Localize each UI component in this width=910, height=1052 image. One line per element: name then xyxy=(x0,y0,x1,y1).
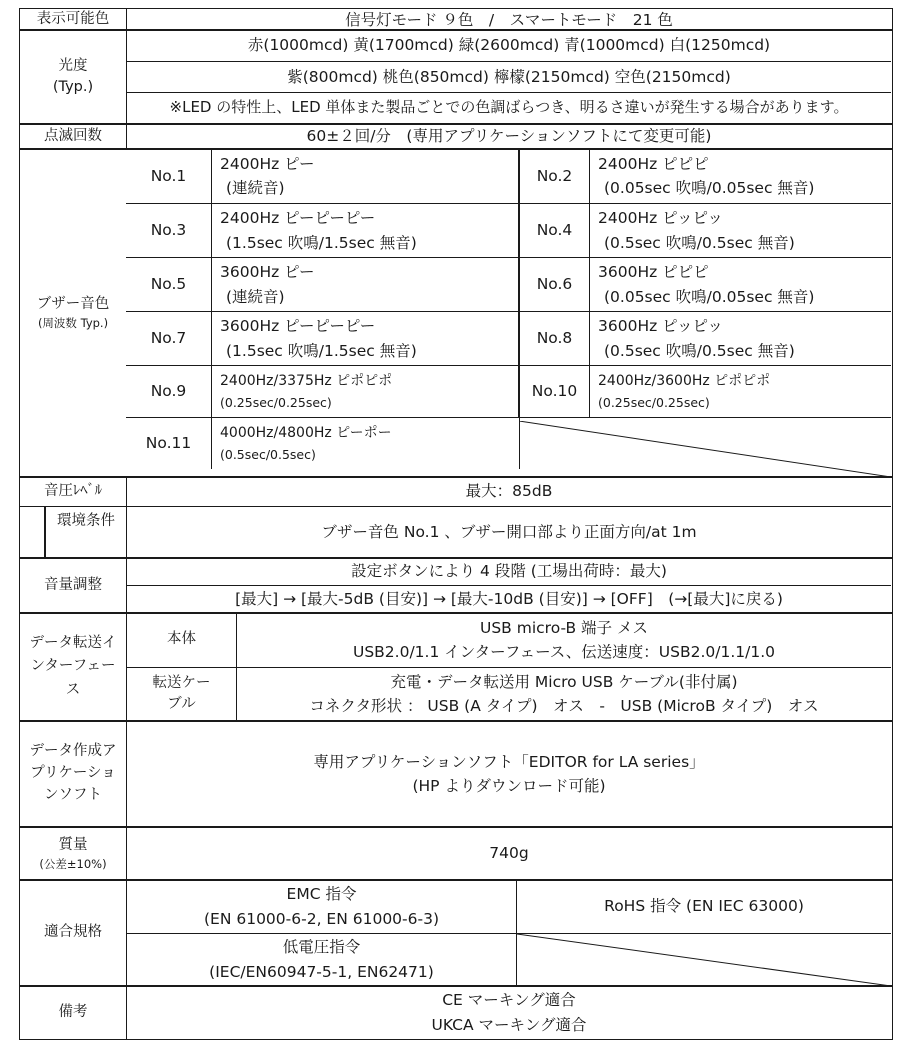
row-luminous xyxy=(19,29,893,125)
buzzer-no: No.3 xyxy=(126,203,211,257)
buzzer-column-divider xyxy=(518,149,520,417)
buzzer-no: No.11 xyxy=(126,417,211,469)
row-app xyxy=(19,720,893,828)
label-buzzer-main: ブザー音色 xyxy=(36,296,110,313)
label-remarks: 備考 xyxy=(58,1003,88,1020)
label-sound-pressure: 音圧ﾚﾍﾞﾙ xyxy=(44,482,102,499)
buzzer-tone: 3600Hz ピッピッ xyxy=(598,317,723,336)
label-interface-body: 本体 xyxy=(126,613,236,667)
label-display-colors: 表示可能色 xyxy=(36,11,110,27)
buzzer-description xyxy=(211,203,519,257)
row-standards xyxy=(19,879,893,987)
buzzer-description xyxy=(211,257,519,311)
luminous-line2: 紫(800mcd) 桃色(850mcd) 檸檬(2150mcd) 空色(2150mcd) xyxy=(126,61,891,92)
value-remarks-line1: CE マーキング適合 xyxy=(442,991,576,1010)
buzzer-pattern: (0.25sec/0.25sec) xyxy=(598,394,710,410)
interface-cable-line2: コネクタ形状 ： USB (A タイプ) オス - USB (MicroB タイプ) オス xyxy=(309,697,819,715)
label-app-text: データ作成アプリケーションソフト xyxy=(29,743,117,803)
buzzer-grid xyxy=(126,149,891,477)
label-interface-cable-text: 転送ケーブル xyxy=(152,674,211,712)
buzzer-no: No.7 xyxy=(126,311,211,365)
value-app-line1: 専用アプリケーションソフト「EDITOR for LA series」 xyxy=(313,752,705,771)
standards-low-voltage xyxy=(126,933,516,985)
label-flash: 点滅回数 xyxy=(44,127,102,144)
label-mass xyxy=(20,827,126,880)
row-buzzer xyxy=(19,148,893,478)
buzzer-tone: 2400Hz ピーピーピー xyxy=(220,209,376,228)
buzzer-description xyxy=(211,365,519,417)
label-standards: 適合規格 xyxy=(44,924,102,941)
label-luminous xyxy=(20,30,126,124)
buzzer-no: No.5 xyxy=(126,257,211,311)
row-remarks xyxy=(19,985,893,1040)
row-volume xyxy=(19,557,893,614)
interface-cable-line1: 充電・データ転送用 Micro USB ケーブル(非付属) xyxy=(390,672,738,691)
standards-emc-line1: EMC 指令 xyxy=(286,885,357,904)
buzzer-no: No.4 xyxy=(519,203,589,257)
value-environment: ブザー音色 No.1 、ブザー開口部より正面方向/at 1m xyxy=(126,506,891,557)
interface-body-line1: USB micro-B 端子 メス xyxy=(479,618,648,637)
buzzer-pattern: (0.5sec 吹鳴/0.5sec 無音) xyxy=(604,341,795,360)
buzzer-no: No.10 xyxy=(519,365,589,417)
row-interface xyxy=(19,612,893,722)
buzzer-tone: 2400Hz/3600Hz ピポピポ xyxy=(598,372,771,389)
buzzer-no: No.8 xyxy=(519,311,589,365)
row-display-colors xyxy=(19,8,893,31)
buzzer-pattern: (0.5sec 吹鳴/0.5sec 無音) xyxy=(604,233,795,252)
buzzer-tone: 2400Hz ピピピ xyxy=(598,154,709,173)
row-sound-pressure xyxy=(19,476,893,559)
buzzer-tone: 4000Hz/4800Hz ピーポー xyxy=(220,424,392,441)
value-remarks-line2: UKCA マーキング適合 xyxy=(431,1015,587,1034)
spec-table xyxy=(19,8,893,1032)
volume-line1: 設定ボタンにより 4 段階 (工場出荷時：最大) xyxy=(126,558,891,585)
label-app xyxy=(20,721,126,827)
buzzer-description xyxy=(211,311,519,365)
standards-emc xyxy=(126,880,516,933)
luminous-note: ※LED の特性上、LED 単体また製品ごとでの色調ばらつき、明るさ違いが発生する場合があります。 xyxy=(126,92,891,123)
buzzer-pattern: (1.5sec 吹鳴/1.5sec 無音) xyxy=(226,233,417,252)
luminous-line1: 赤(1000mcd) 黄(1700mcd) 緑(2600mcd) 青(1000mcd) 白(1250mcd) xyxy=(126,30,891,61)
buzzer-no: No.9 xyxy=(126,365,211,417)
label-interface xyxy=(20,613,126,721)
value-app-line2: (HP よりダウンロード可能) xyxy=(412,777,606,795)
label-luminous-main: 光度 xyxy=(58,57,88,74)
volume-line2: [最大] → [最大-5dB (目安)] → [最大-10dB (目安)] → [OFF] (→[最大]に戻る) xyxy=(126,585,891,612)
label-buzzer xyxy=(20,149,126,477)
label-luminous-sub: (Typ.) xyxy=(52,79,94,95)
buzzer-description xyxy=(589,257,891,311)
buzzer-tone: 2400Hz ピー xyxy=(220,154,315,173)
label-environment xyxy=(20,506,126,557)
label-buzzer-sub: (周波数 Typ.) xyxy=(37,316,109,331)
label-mass-main: 質量 xyxy=(58,836,88,853)
buzzer-tone: 2400Hz/3375Hz ピポピポ xyxy=(220,372,393,389)
buzzer-no: No.2 xyxy=(519,149,589,203)
label-mass-sub: (公差±10%) xyxy=(39,856,107,871)
row-mass xyxy=(19,826,893,881)
buzzer-pattern: (0.05sec 吹鳴/0.05sec 無音) xyxy=(604,179,815,197)
buzzer-description xyxy=(211,417,519,469)
buzzer-pattern: (連続音) xyxy=(226,179,285,197)
value-display-colors: 信号灯モード ９色 / スマートモード 21 色 xyxy=(126,9,891,30)
standards-empty-diagonal xyxy=(517,934,891,986)
label-volume: 音量調整 xyxy=(44,576,102,593)
buzzer-description xyxy=(589,311,891,365)
standards-lv-line2: (IEC/EN60947-5-1, EN62471) xyxy=(209,962,434,981)
label-interface-cable xyxy=(126,667,236,720)
buzzer-tone: 3600Hz ピーピーピー xyxy=(220,317,376,336)
buzzer-pattern: (0.25sec/0.25sec) xyxy=(220,394,332,410)
buzzer-pattern: (0.5sec/0.5sec) xyxy=(220,446,316,462)
row-flash xyxy=(19,123,893,150)
buzzer-tone: 2400Hz ピッピッ xyxy=(598,209,723,228)
interface-body-line2: USB2.0/1.1 インターフェース、伝送速度：USB2.0/1.1/1.0 xyxy=(352,643,775,661)
standards-emc-line2: (EN 61000-6-2, EN 61000-6-3) xyxy=(203,909,439,928)
buzzer-description xyxy=(211,149,519,203)
buzzer-tone: 3600Hz ピピピ xyxy=(598,263,709,282)
buzzer-no: No.6 xyxy=(519,257,589,311)
buzzer-no: No.1 xyxy=(150,166,187,185)
standards-rohs: RoHS 指令 (EN IEC 63000) xyxy=(516,880,891,933)
label-environment-text: 環境条件 xyxy=(57,513,115,529)
standards-empty xyxy=(516,933,891,985)
value-remarks xyxy=(126,986,891,1039)
buzzer-pattern: (1.5sec 吹鳴/1.5sec 無音) xyxy=(226,341,417,360)
value-sound-pressure: 最大：85dB xyxy=(126,477,891,506)
label-interface-text: データ転送インターフェース xyxy=(29,635,117,698)
buzzer-pattern: (0.05sec 吹鳴/0.05sec 無音) xyxy=(604,287,815,306)
value-app xyxy=(126,721,891,827)
interface-cable-value xyxy=(236,667,891,720)
value-mass: 740g xyxy=(126,827,891,880)
buzzer-empty-diagonal xyxy=(519,421,891,477)
buzzer-description xyxy=(589,149,891,203)
interface-body-value xyxy=(236,613,891,667)
buzzer-tone: 3600Hz ピー xyxy=(220,263,315,282)
buzzer-description xyxy=(589,203,891,257)
buzzer-description xyxy=(589,365,891,417)
standards-lv-line1: 低電圧指令 xyxy=(282,938,361,957)
value-flash: 60±２回/分 (専用アプリケーションソフトにて変更可能) xyxy=(126,124,891,149)
buzzer-pattern: (連続音) xyxy=(226,287,285,306)
